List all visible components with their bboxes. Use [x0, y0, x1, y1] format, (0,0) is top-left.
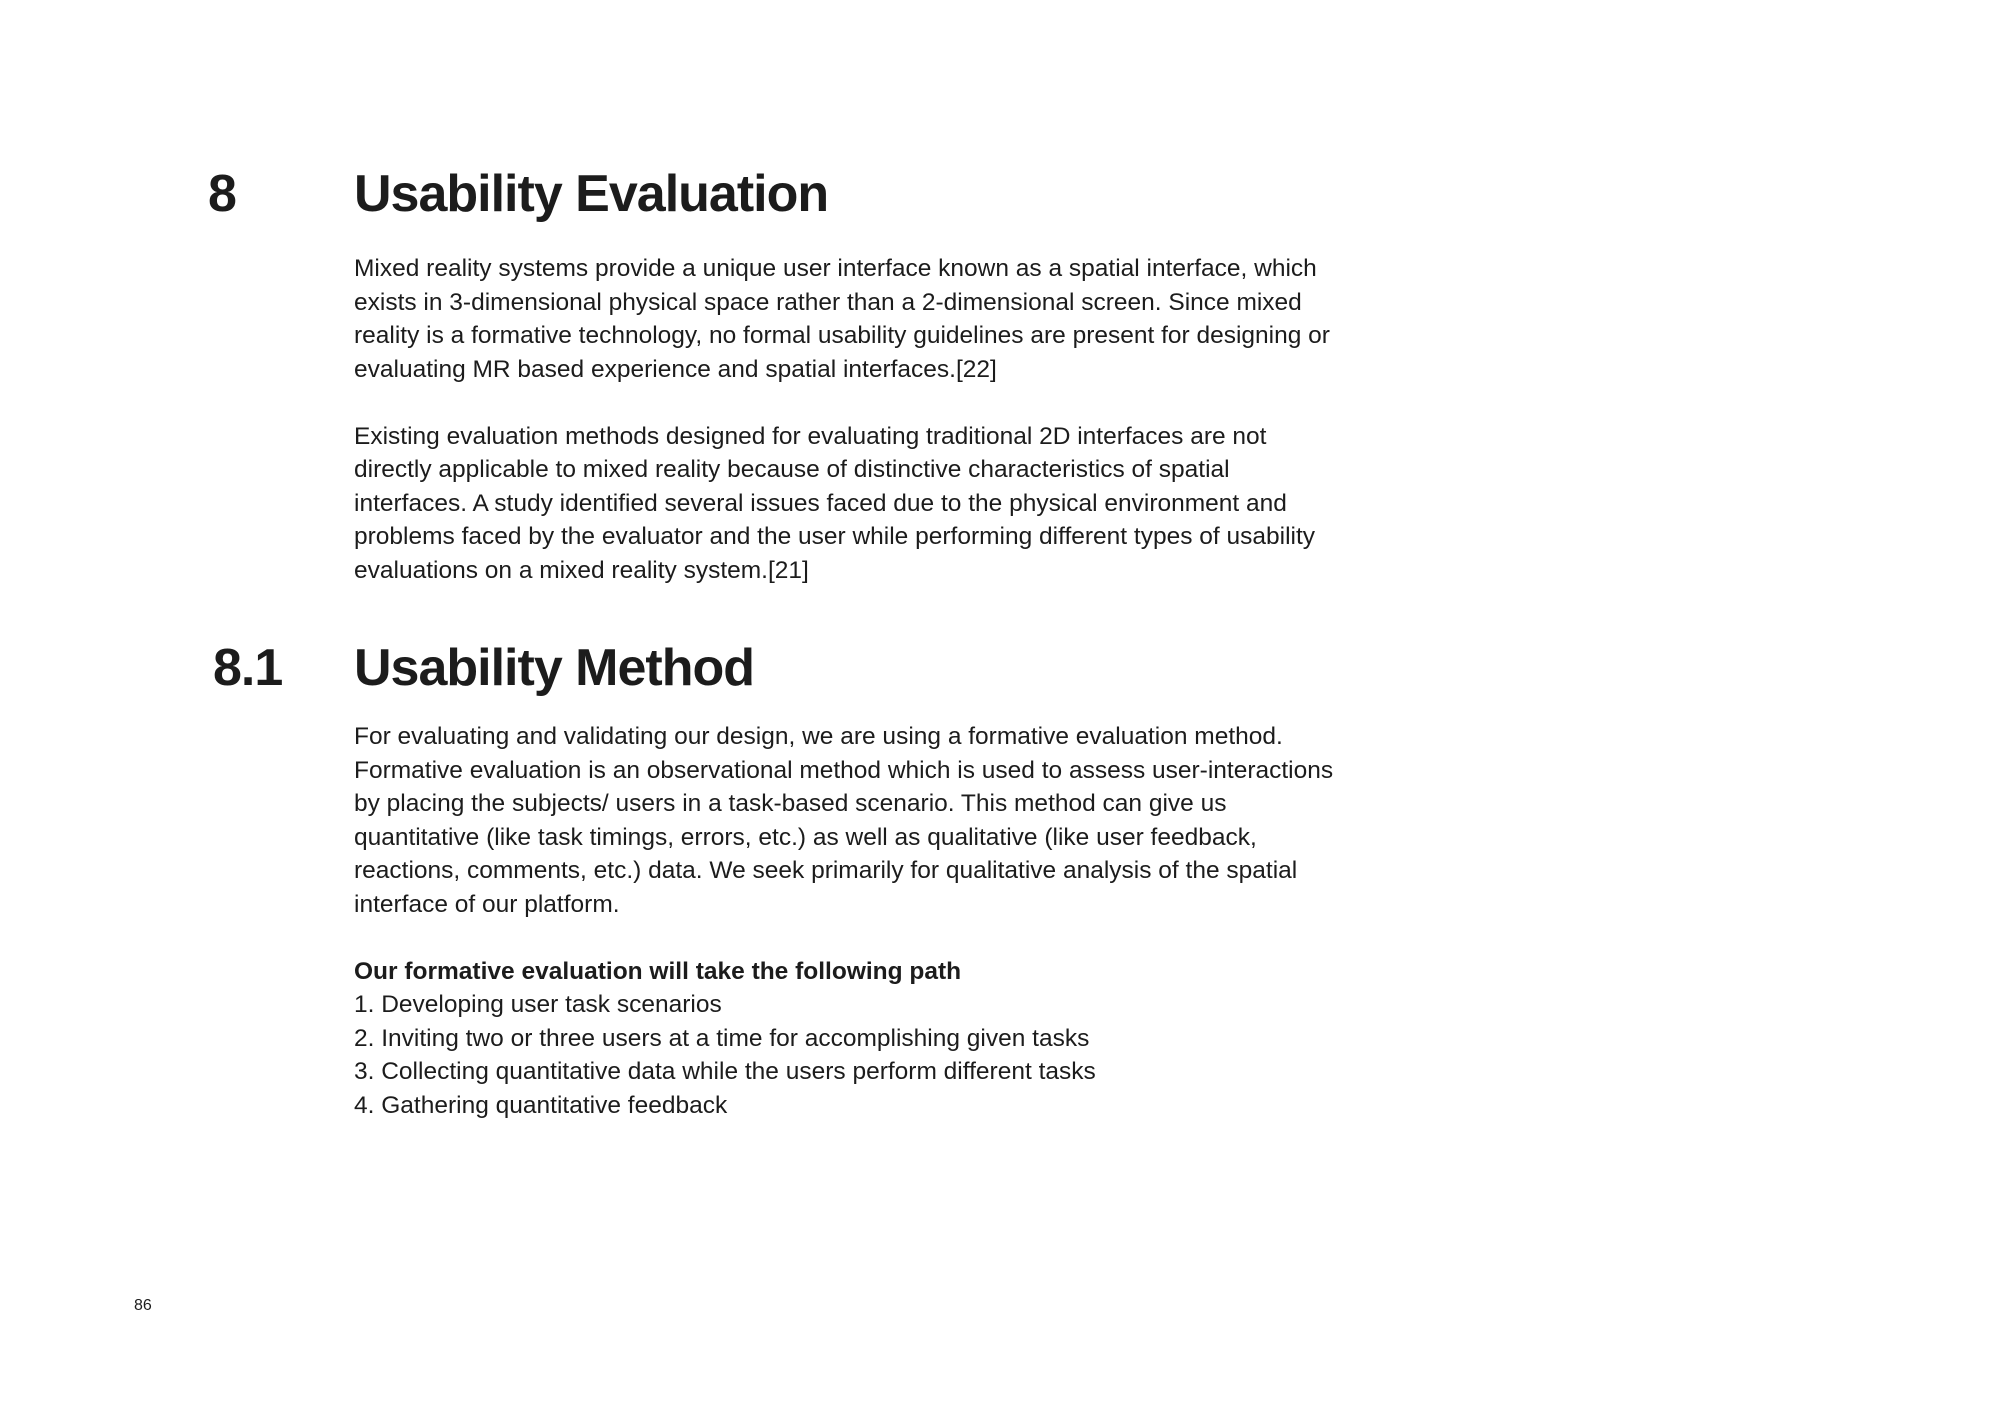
list-heading: Our formative evaluation will take the following path — [354, 957, 962, 985]
section-body — [354, 252, 1344, 587]
list-item: 1. Developing user task scenarios — [354, 991, 722, 1018]
paragraph: Mixed reality systems provide a unique user interface known as a spatial interface, which exists in 3-dimensional physical space rather than a 2-dimensional screen. Since mixed reality is a formative technology, no formal usability guidelines are present for designing or evaluating MR based experience and spatial interfaces.[22] — [354, 255, 1330, 383]
paragraph: Existing evaluation methods designed for evaluating traditional 2D interfaces are not directly applicable to mixed reality because of distinctive characteristics of spatial interfaces. A study identified several issues faced due to the physical environment and problems faced by the evaluator and the user while performing different types of usability evaluations on a mixed reality system.[21] — [354, 422, 1316, 584]
list-item: 2. Inviting two or three users at a time for accomplishing given tasks — [354, 1024, 1090, 1052]
page-number: 86 — [134, 1297, 152, 1314]
paragraph: For evaluating and validating our design, we are using a formative evaluation method. Formative evaluation is an observational method which is used to assess user-interactions by placing the subjects/ users in a task-based scenario. This method can give us quantitative (like task timings, errors, etc.) as well as qualitative (like user feedback, reactions, comments, etc.) data. We seek primarily for qualitative analysis of the spatial interface of our platform. — [354, 723, 1334, 918]
list-item: 4. Gathering quantitative feedback — [354, 1091, 728, 1119]
subsection-number: 8.1 — [213, 639, 283, 697]
subsection-title: Usability Method — [354, 639, 755, 697]
section-title: Usability Evaluation — [354, 165, 829, 223]
list-item: 3. Collecting quantitative data while the users perform different tasks — [354, 1058, 1096, 1085]
subsection-body — [354, 720, 1344, 1122]
section-number: 8 — [208, 165, 236, 223]
steps-list — [354, 988, 1344, 1122]
